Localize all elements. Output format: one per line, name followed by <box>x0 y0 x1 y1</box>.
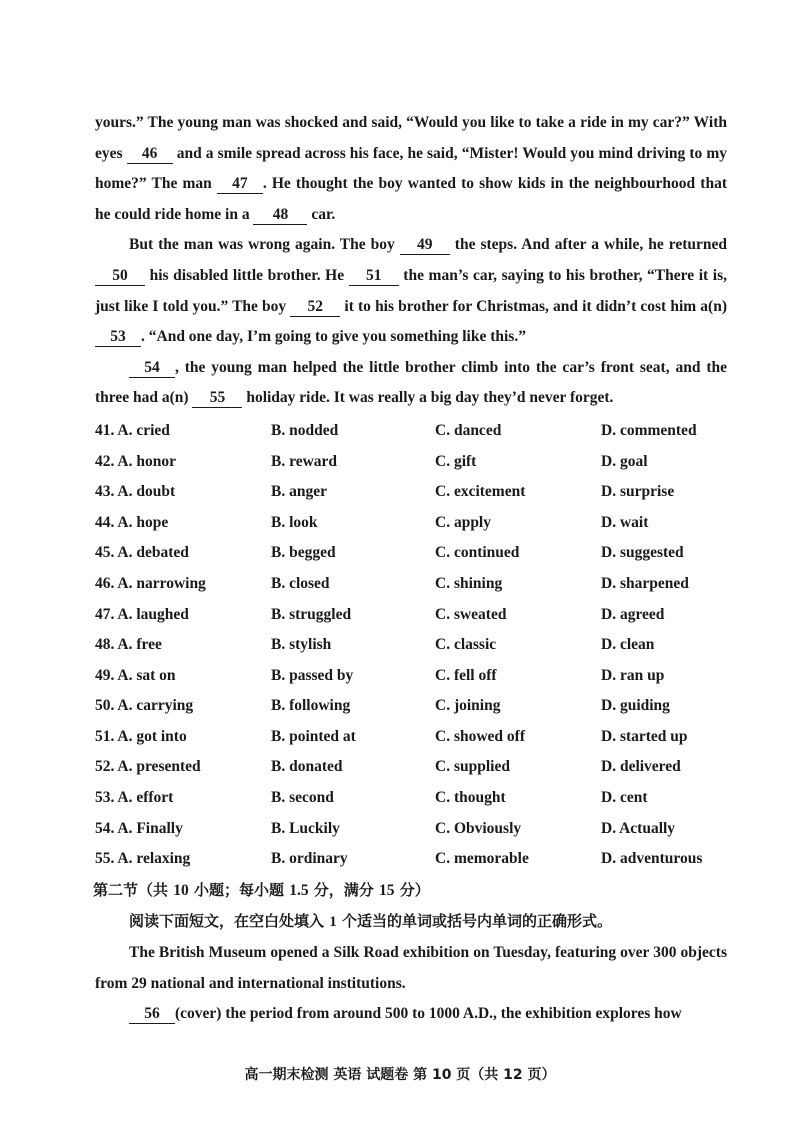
blank-48: 48 <box>253 206 307 225</box>
option-choice: C. showed off <box>435 727 525 745</box>
option-choice: B. reward <box>271 452 338 470</box>
blank-56: 56 <box>129 1005 175 1024</box>
option-choice: D. guiding <box>601 697 670 715</box>
option-choice: B. donated <box>271 758 343 776</box>
option-choice: 55. A. relaxing <box>95 850 191 868</box>
text-run: and a smile spread across his face, he said, “Mister! Would you mind driving to my home?” The man <box>95 144 727 193</box>
text-run: (cover) the period from around 500 to 1000 A.D., the exhibition explores how <box>175 1005 682 1023</box>
section-2-instruction: 阅读下面短文，在空白处填入 1 个适当的单词或括号内单词的正确形式。 <box>129 912 612 931</box>
option-choice: D. wait <box>601 513 649 531</box>
option-choice: D. ran up <box>601 666 665 684</box>
option-choice: B. nodded <box>271 421 339 439</box>
blank-51: 51 <box>349 267 399 286</box>
blank-49: 49 <box>400 236 450 255</box>
option-choice: C. fell off <box>435 666 497 684</box>
text-run: car. <box>307 205 336 223</box>
blank-47: 47 <box>217 175 263 194</box>
section-2-paragraph-1 <box>95 938 727 999</box>
option-choice: 48. A. free <box>95 636 162 654</box>
text-run: . He thought the boy wanted to show kids in the neighbourhood that he could ride home in a <box>95 175 727 223</box>
option-choice: D. goal <box>601 452 648 470</box>
option-row <box>95 844 727 875</box>
option-choice: B. anger <box>271 483 327 501</box>
option-choice: B. stylish <box>271 636 332 654</box>
option-row <box>95 600 727 631</box>
option-choice: B. following <box>271 697 351 715</box>
option-choice: C. gift <box>435 452 477 470</box>
text-run: yours.” The young man was shocked and said, “Would you like to take a ride in my car?” With eyes <box>95 114 727 162</box>
option-row <box>95 630 727 661</box>
option-choice: B. Luckily <box>271 819 340 837</box>
passage-paragraph-3 <box>95 353 727 414</box>
option-choice: B. second <box>271 789 334 807</box>
option-choice: 43. A. doubt <box>95 483 176 501</box>
blank-52: 52 <box>290 298 340 317</box>
document-page <box>95 108 727 1030</box>
text-run: . “And one day, I’m going to give you something like this.” <box>141 328 526 346</box>
option-choice: B. begged <box>271 544 336 562</box>
option-choice: C. danced <box>435 421 502 439</box>
option-row <box>95 722 727 753</box>
option-row <box>95 814 727 845</box>
text-run: it to his brother for Christmas, and it didn’t cost him a(n) <box>340 297 727 315</box>
option-choice: 49. A. sat on <box>95 666 176 684</box>
option-choice: D. Actually <box>601 819 676 837</box>
option-choice: 53. A. effort <box>95 789 174 807</box>
page-footer: 高一期末检测 英语 试题卷 第 10 页（共 12 页） <box>244 1067 556 1083</box>
option-row <box>95 661 727 692</box>
option-row <box>95 508 727 539</box>
passage-paragraph-1 <box>95 108 727 230</box>
text-run: , the young man helped the little brother climb into the car’s front seat, and the three had a(n) <box>95 358 727 407</box>
option-choice: C. continued <box>435 544 520 562</box>
blank-50: 50 <box>95 267 145 286</box>
option-choice: C. thought <box>435 789 506 807</box>
option-choice: C. classic <box>435 636 497 654</box>
option-choice: B. look <box>271 513 318 531</box>
option-choice: B. ordinary <box>271 850 348 868</box>
option-row <box>95 569 727 600</box>
option-choice: 45. A. debated <box>95 544 189 562</box>
option-choice: B. struggled <box>271 605 352 623</box>
option-row <box>95 416 727 447</box>
option-choice: D. sharpened <box>601 574 689 592</box>
blank-46: 46 <box>127 145 173 164</box>
options-table <box>95 416 727 875</box>
option-choice: C. memorable <box>435 850 529 868</box>
blank-55: 55 <box>192 389 242 408</box>
text-run: The British Museum opened a Silk Road exhibition on Tuesday, featuring over 300 objects from 29 national and international institutions. <box>95 944 727 992</box>
option-row <box>95 447 727 478</box>
option-choice: C. supplied <box>435 758 510 776</box>
text-run: the man’s car, saying to his brother, “There it is, just like I told you.” The boy <box>95 266 727 315</box>
option-choice: D. started up <box>601 727 688 745</box>
option-choice: 50. A. carrying <box>95 697 194 715</box>
option-choice: D. commented <box>601 421 697 439</box>
option-choice: C. excitement <box>435 483 526 501</box>
option-row <box>95 783 727 814</box>
option-choice: 54. A. Finally <box>95 819 183 837</box>
text-run: holiday ride. It was really a big day they’d never forget. <box>242 389 614 407</box>
option-choice: D. surprise <box>601 483 675 501</box>
text-run: the steps. And after a while, he returned <box>449 236 727 254</box>
blank-53: 53 <box>95 328 141 347</box>
option-row <box>95 691 727 722</box>
option-choice: B. closed <box>271 574 330 592</box>
option-choice: C. shining <box>435 574 503 592</box>
option-choice: 52. A. presented <box>95 758 201 776</box>
option-choice: B. pointed at <box>271 727 356 745</box>
text-run: his disabled little brother. He <box>145 266 349 284</box>
option-row <box>95 477 727 508</box>
section-2-paragraph-2 <box>95 999 727 1030</box>
text-run: But the man was wrong again. The boy <box>129 236 400 254</box>
option-choice: D. delivered <box>601 758 681 776</box>
option-choice: C. joining <box>435 697 501 715</box>
option-choice: C. Obviously <box>435 819 522 837</box>
option-choice: 51. A. got into <box>95 727 187 745</box>
blank-54: 54 <box>129 359 175 378</box>
option-choice: 41. A. cried <box>95 421 170 439</box>
option-choice: C. sweated <box>435 605 507 623</box>
section-2-title: 第二节（共 10 小题；每小题 1.5 分，满分 15 分） <box>93 880 430 899</box>
option-choice: D. clean <box>601 636 655 654</box>
option-choice: 42. A. honor <box>95 452 176 470</box>
option-choice: 46. A. narrowing <box>95 574 206 592</box>
option-choice: D. agreed <box>601 605 665 623</box>
option-choice: C. apply <box>435 513 491 531</box>
option-choice: D. adventurous <box>601 850 703 868</box>
passage-paragraph-2 <box>95 230 727 352</box>
option-choice: 47. A. laughed <box>95 605 189 623</box>
option-choice: D. cent <box>601 789 648 807</box>
option-choice: D. suggested <box>601 544 684 562</box>
option-row <box>95 752 727 783</box>
option-row <box>95 538 727 569</box>
option-choice: 44. A. hope <box>95 513 169 531</box>
option-choice: B. passed by <box>271 666 354 684</box>
